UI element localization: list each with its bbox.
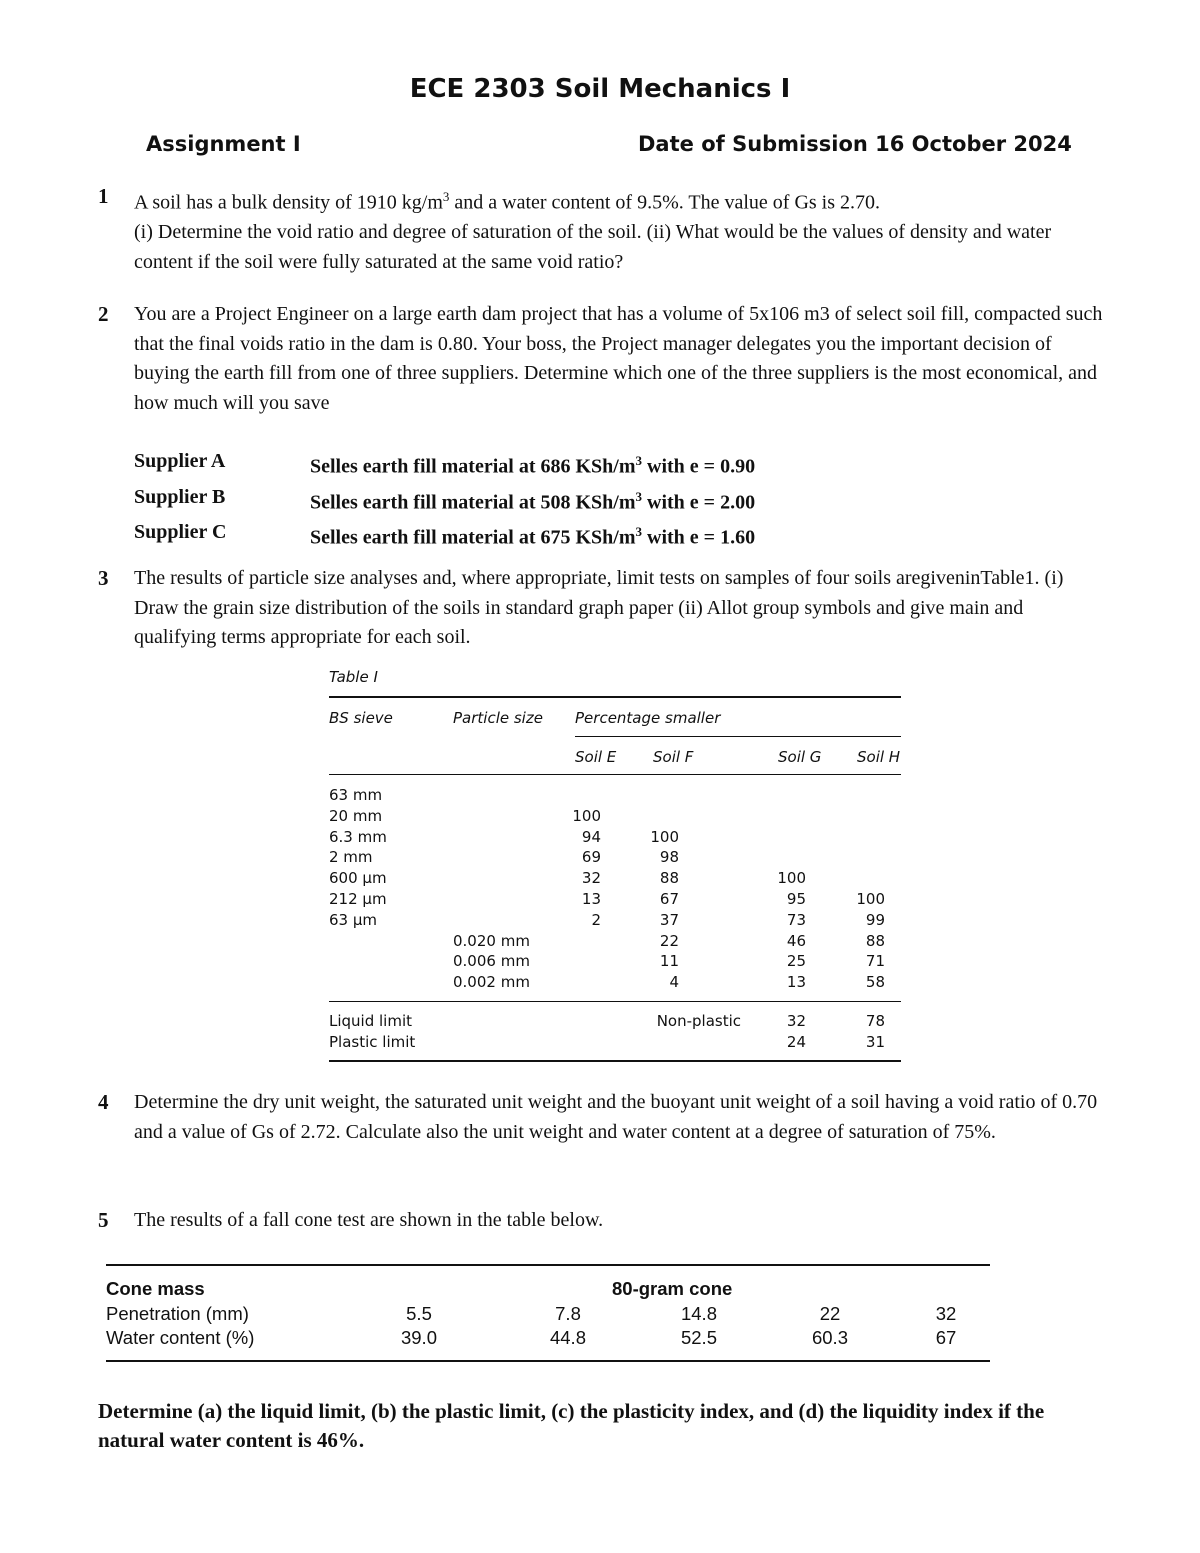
- supplier-name: Supplier C: [134, 521, 227, 544]
- water-content-value: 67: [935, 1327, 957, 1348]
- penetration-value: 7.8: [555, 1303, 581, 1324]
- cell-soil-f: 37: [659, 910, 679, 929]
- cell-sieve: 63 mm: [329, 786, 383, 804]
- cell-soil-g: 32: [786, 1012, 806, 1030]
- submission-date: Date of Submission 16 October 2024: [638, 132, 1072, 156]
- header-particle-size: Particle size: [453, 709, 543, 727]
- cell-soil-g: 95: [786, 890, 806, 908]
- cell-soil-h: 88: [865, 931, 885, 950]
- cell-soil-g: 100: [777, 869, 806, 888]
- cell-particle-size: 0.002 mm: [453, 973, 530, 992]
- cell-soil-f: Non-plastic: [656, 1012, 741, 1030]
- question-5-number: 5: [98, 1208, 109, 1232]
- cell-soil-f: 11: [659, 952, 679, 971]
- cone-type-label: 80-gram cone: [612, 1278, 733, 1299]
- water-content-value: 60.3: [811, 1327, 848, 1348]
- cell-soil-g: 25: [786, 952, 806, 971]
- cell-soil-h: 58: [865, 973, 885, 992]
- cell-sieve: 2 mm: [329, 848, 373, 867]
- q1-sup: 3: [442, 189, 450, 204]
- supplier-desc: Selles earth fill material at 675 KSh/$m^3$ with e = 1.60: [310, 524, 756, 549]
- table-rule-bottom: [329, 1060, 901, 1062]
- question-3-number: 3: [98, 566, 109, 590]
- q1-line1-a: A soil has a bulk density of 1910 kg/m: [134, 191, 443, 214]
- cell-soil-g: 13: [786, 973, 806, 992]
- question-4-text: Determine the dry unit weight, the saturated unit weight and the buoyant unit weight of a soil having a void ratio of 0.70 and a value of Gs of 2.72. Calculate also the unit weight and water content at a degree of saturation of 75%.: [134, 1091, 1098, 1143]
- cell-limit-label: Liquid limit: [329, 1012, 413, 1030]
- cell-soil-f: 100: [650, 827, 679, 846]
- cell-sieve: 20 mm: [329, 806, 383, 825]
- header-soil-e: Soil E: [575, 748, 617, 766]
- header-soil-g: Soil G: [778, 748, 822, 766]
- assignment-label: Assignment I: [146, 132, 301, 156]
- supplier-row: [134, 446, 755, 482]
- final-instruction: Determine (a) the liquid limit, (b) the plastic limit, (c) the plasticity index, and (d) the liquidity index if the natural water content is 46%.: [98, 1399, 1045, 1452]
- supplier-row: [134, 517, 755, 553]
- cell-soil-e: 94: [581, 827, 601, 846]
- cone-mass-label: Cone mass: [106, 1278, 205, 1299]
- cone-rule-bottom: [106, 1360, 990, 1362]
- table-rule-header: [329, 774, 901, 775]
- document-title: ECE 2303 Soil Mechanics I: [409, 74, 791, 104]
- water-content-value: 52.5: [680, 1327, 717, 1348]
- cell-soil-h: 100: [856, 890, 885, 908]
- supplier-list: [134, 446, 755, 553]
- cell-soil-f: 98: [659, 848, 679, 867]
- penetration-value: 14.8: [680, 1303, 717, 1324]
- cell-soil-h: 78: [865, 1012, 885, 1030]
- cell-soil-e: 2: [591, 910, 601, 929]
- cell-soil-f: 4: [669, 973, 679, 992]
- water-content-value: 44.8: [549, 1327, 586, 1348]
- cell-sieve: 6.3 mm: [329, 827, 387, 846]
- penetration-label: Penetration (mm): [106, 1303, 249, 1324]
- penetration-value: 32: [935, 1303, 957, 1324]
- supplier-name: Supplier B: [134, 485, 226, 508]
- header-soil-h: Soil H: [857, 748, 901, 766]
- cell-soil-h: 99: [865, 910, 885, 929]
- cell-soil-e: 100: [572, 806, 601, 825]
- cell-soil-g: 46: [786, 931, 806, 950]
- cell-soil-g: 24: [786, 1032, 806, 1051]
- cell-soil-g: 73: [786, 910, 806, 929]
- cell-soil-e: 69: [581, 848, 601, 867]
- supplier-row: [134, 482, 755, 518]
- table-caption: Table I: [329, 668, 378, 686]
- question-4-number: 4: [98, 1090, 109, 1114]
- cell-limit-label: Plastic limit: [329, 1032, 416, 1051]
- supplier-desc: Selles earth fill material at 508 KSh/$m^3$ with e = 2.00: [310, 488, 756, 514]
- question-5-text: The results of a fall cone test are shown in the table below.: [134, 1209, 604, 1231]
- cell-soil-f: 22: [659, 931, 679, 950]
- q1-line1-b: and a water content of 9.5%. The value of Gs is 2.70.: [449, 191, 881, 214]
- cell-particle-size: 0.020 mm: [453, 931, 530, 950]
- cell-sieve: 63 µm: [329, 910, 378, 929]
- cell-soil-f: 67: [659, 890, 679, 908]
- supplier-desc: Selles earth fill material at 686 KSh/$m^3$ with e = 0.90: [310, 453, 756, 478]
- header-percentage-smaller: Percentage smaller: [575, 709, 721, 727]
- q1-line2: (i) Determine the void ratio and degree of saturation of the soil. (ii) What would be the values of density and water content if the soil were fully saturated at the same void ratio?: [134, 221, 1052, 273]
- table-rule-sub: [575, 736, 901, 737]
- table-rule-top: [329, 696, 901, 698]
- cell-soil-h: 71: [865, 952, 885, 971]
- cell-soil-h: 31: [865, 1032, 885, 1051]
- supplier-name: Supplier A: [134, 450, 226, 472]
- cone-rule-top: [106, 1264, 990, 1266]
- penetration-value: 22: [819, 1303, 841, 1324]
- cell-soil-f: 88: [659, 869, 679, 888]
- water-content-label: Water content (%): [106, 1327, 255, 1348]
- table-rule-limits: [329, 1001, 901, 1002]
- header-soil-f: Soil F: [653, 748, 694, 766]
- cell-soil-e: 32: [581, 869, 601, 888]
- penetration-value: 5.5: [406, 1303, 432, 1324]
- question-1-text: [134, 182, 1109, 277]
- cell-soil-e: 13: [581, 890, 601, 908]
- question-2-number: 2: [98, 302, 109, 326]
- cell-sieve: 212 µm: [329, 890, 387, 908]
- question-2-text: You are a Project Engineer on a large earth dam project that has a volume of 5x106 m3 of select soil fill, compacted such that the final voids ratio in the dam is 0.80. Your boss, the Project manager delegates you the important decision of buying the earth fill from one of three suppliers. Determine which one of the three suppliers is the most economical, and how much will you save: [134, 303, 1103, 414]
- fall-cone-table: [106, 1264, 990, 1364]
- question-3-text: The results of particle size analyses and, where appropriate, limit tests on samples of four soils aregiveninTable1. (i) Draw the grain size distribution of the soils in standard graph paper (ii) Allot group symbols and give main and qualifying terms appropriate for each soil.: [134, 567, 1064, 648]
- question-1-number: 1: [98, 184, 109, 208]
- header-bs-sieve: BS sieve: [329, 709, 393, 727]
- cell-sieve: 600 µm: [329, 869, 387, 888]
- cell-particle-size: 0.006 mm: [453, 952, 530, 971]
- water-content-value: 39.0: [400, 1327, 437, 1348]
